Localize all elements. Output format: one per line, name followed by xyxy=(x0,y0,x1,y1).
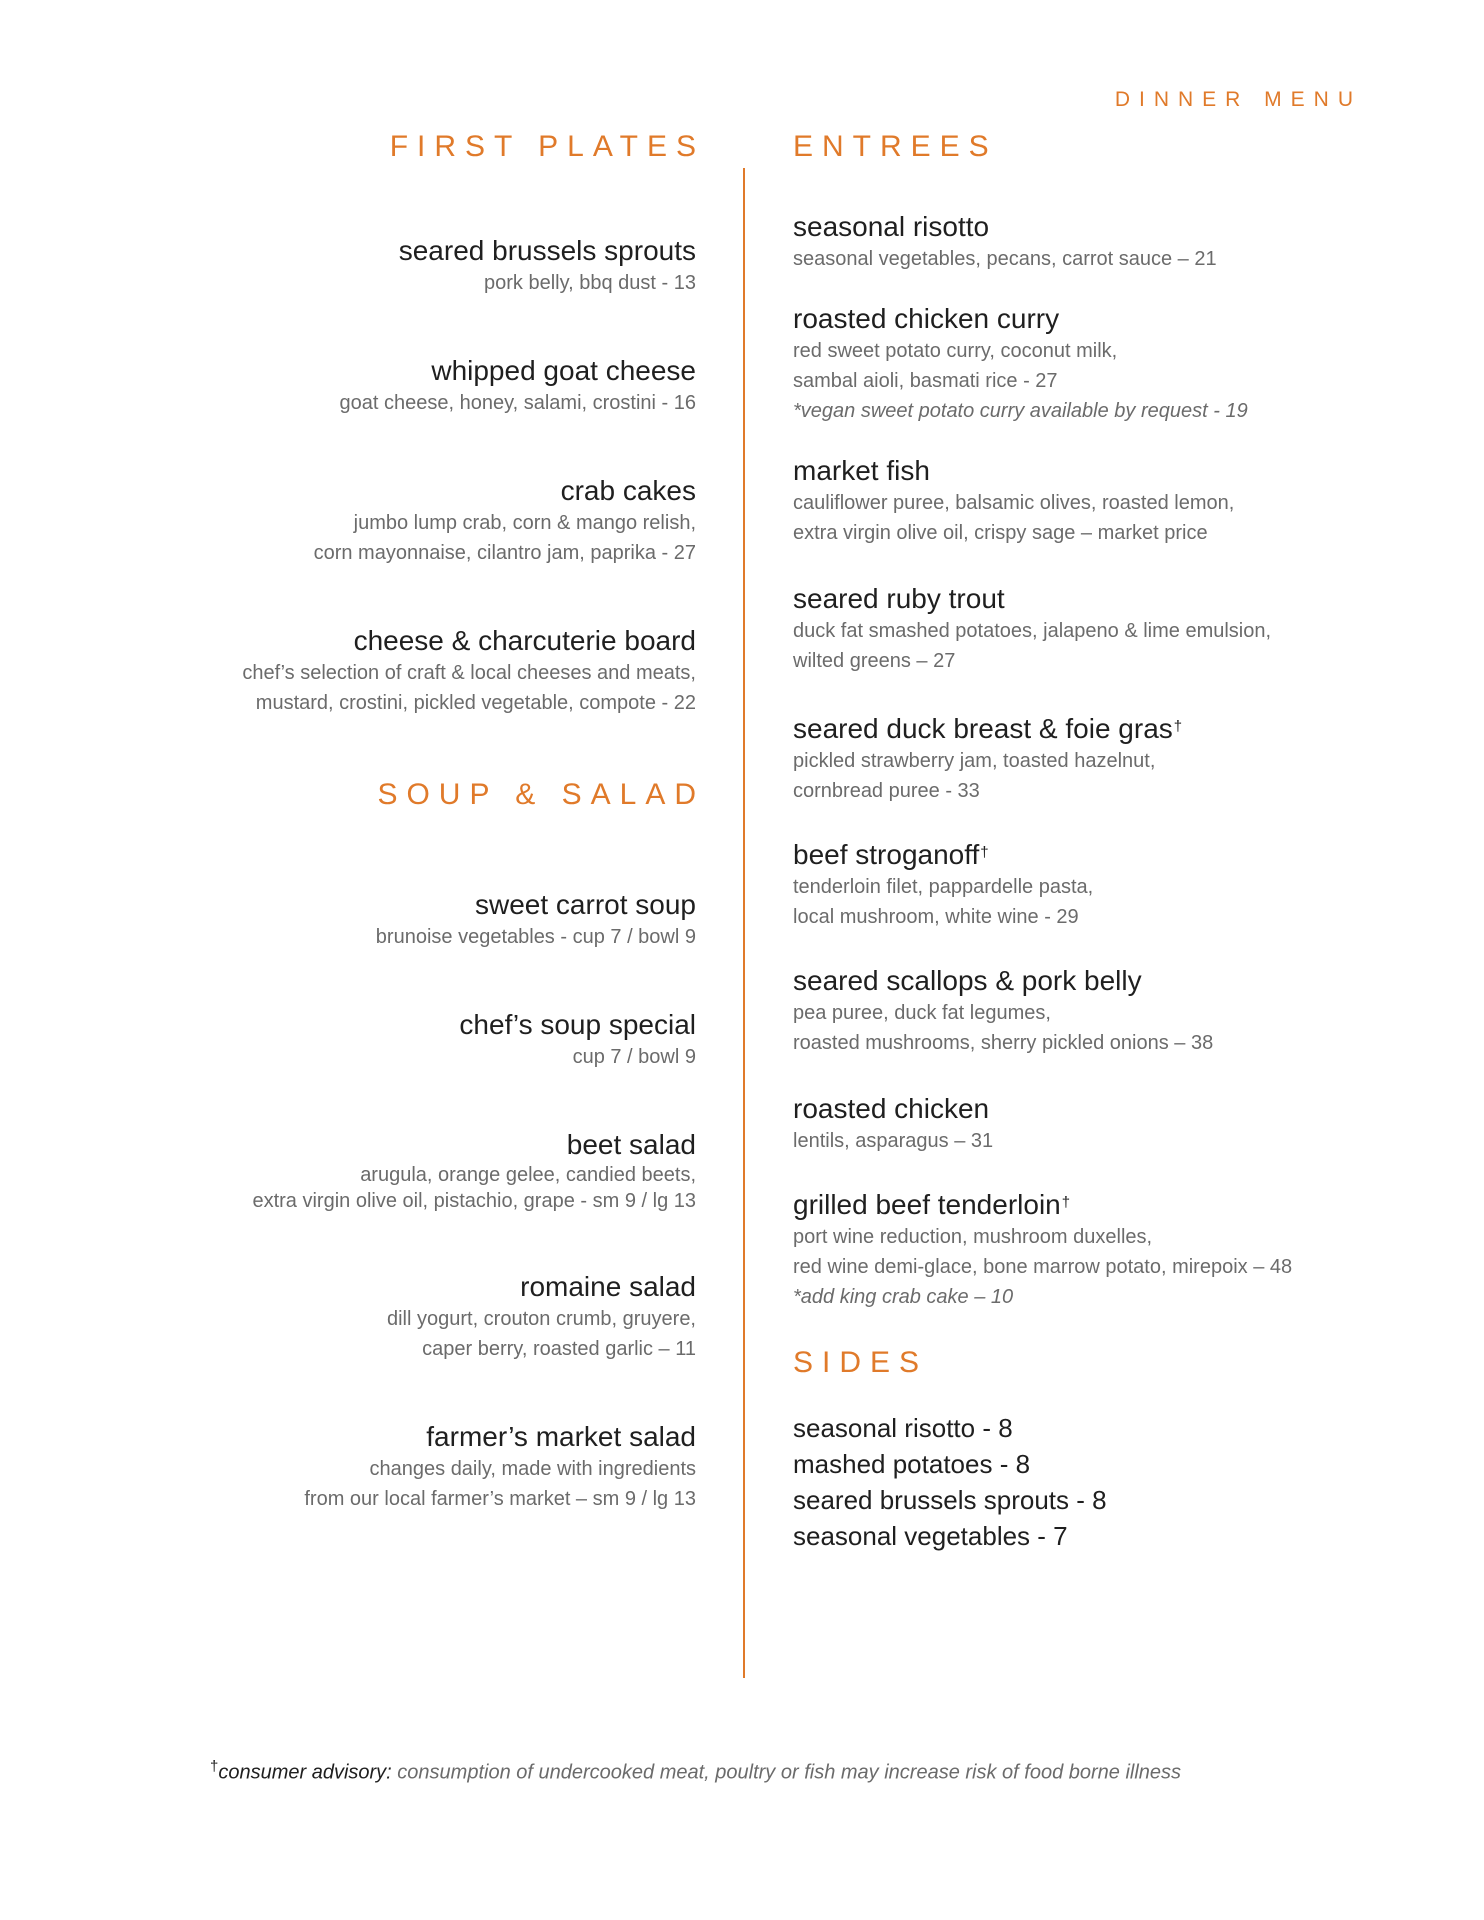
item-desc: roasted mushrooms, sherry pickled onions – 38 xyxy=(793,1032,1214,1054)
advisory-label: consumer advisory: xyxy=(218,1761,392,1784)
dagger-mark: † xyxy=(980,844,989,861)
item-name: seasonal risotto xyxy=(793,211,990,242)
left-column xyxy=(150,130,705,1514)
item-name-text: grilled beef tenderloin xyxy=(793,1189,1061,1220)
item-desc: seasonal vegetables, pecans, carrot sauce – 21 xyxy=(793,248,1217,270)
item-name xyxy=(793,838,1393,872)
menu-item xyxy=(150,888,696,952)
consumer-advisory xyxy=(210,1758,1181,1785)
menu-item xyxy=(150,624,696,718)
item-desc: duck fat smashed potatoes, jalapeno & lime emulsion, xyxy=(793,620,1272,642)
menu-item xyxy=(793,582,1393,676)
side-item: seared brussels sprouts - 8 xyxy=(793,1485,1107,1515)
item-desc: port wine reduction, mushroom duxelles, xyxy=(793,1226,1153,1248)
advisory-text: consumption of undercooked meat, poultry or fish may increase risk of food borne illness xyxy=(391,1761,1182,1784)
item-name: sweet carrot soup xyxy=(475,889,696,920)
item-name: beet salad xyxy=(566,1129,696,1160)
menu-item xyxy=(793,210,1393,274)
menu-item xyxy=(150,1420,696,1514)
item-name xyxy=(793,712,1393,746)
item-name: chef’s soup special xyxy=(459,1009,696,1040)
item-desc: extra virgin olive oil, pistachio, grape - sm 9 / lg 13 xyxy=(252,1190,696,1212)
item-name: cheese & charcuterie board xyxy=(353,625,696,656)
item-name xyxy=(793,1188,1393,1222)
item-desc: red sweet potato curry, coconut milk, xyxy=(793,340,1118,362)
item-name: seared scallops & pork belly xyxy=(793,965,1142,996)
dagger-mark: † xyxy=(1173,718,1183,735)
item-desc: local mushroom, white wine - 29 xyxy=(793,906,1079,928)
dagger-mark: † xyxy=(210,1758,219,1775)
item-desc: red wine demi-glace, bone marrow potato, mirepoix – 48 xyxy=(793,1256,1293,1278)
menu-item xyxy=(793,964,1393,1058)
side-item: seasonal risotto - 8 xyxy=(793,1413,1013,1443)
menu-item xyxy=(150,354,696,418)
item-name: crab cakes xyxy=(560,475,696,506)
item-desc: chef’s selection of craft & local cheeses and meats, xyxy=(242,662,696,684)
item-name: seared ruby trout xyxy=(793,583,1005,614)
item-name: whipped goat cheese xyxy=(431,355,696,386)
dagger-mark: † xyxy=(1061,1194,1071,1211)
menu-item xyxy=(793,712,1393,806)
menu-item xyxy=(150,1128,696,1214)
item-name: farmer’s market salad xyxy=(426,1421,696,1452)
item-desc: pickled strawberry jam, toasted hazelnut, xyxy=(793,750,1156,772)
item-desc: brunoise vegetables - cup 7 / bowl 9 xyxy=(375,926,696,948)
column-divider xyxy=(743,168,745,1678)
sides-list xyxy=(793,1410,1393,1554)
item-name-text: beef stroganoff xyxy=(793,839,980,870)
menu-item xyxy=(793,1188,1393,1312)
item-name: roasted chicken curry xyxy=(793,303,1060,334)
item-desc: goat cheese, honey, salami, crostini - 16 xyxy=(339,392,696,414)
item-desc: pea puree, duck fat legumes, xyxy=(793,1002,1051,1024)
item-desc: lentils, asparagus – 31 xyxy=(793,1130,994,1152)
section-title-sides: SIDES xyxy=(793,1346,929,1379)
item-desc: from our local farmer’s market – sm 9 / lg 13 xyxy=(304,1488,696,1510)
item-note: *vegan sweet potato curry available by request - 19 xyxy=(793,400,1248,422)
item-desc: cornbread puree - 33 xyxy=(793,780,980,802)
item-desc: cauliflower puree, balsamic olives, roasted lemon, xyxy=(793,492,1235,514)
item-desc: dill yogurt, crouton crumb, gruyere, xyxy=(386,1308,696,1330)
right-column xyxy=(793,130,1393,1554)
side-item: seasonal vegetables - 7 xyxy=(793,1521,1068,1551)
item-desc: arugula, orange gelee, candied beets, xyxy=(360,1164,696,1186)
side-item: mashed potatoes - 8 xyxy=(793,1449,1031,1479)
item-desc: wilted greens – 27 xyxy=(793,650,956,672)
section-title-first-plates: FIRST PLATES xyxy=(389,130,705,163)
menu-item xyxy=(793,838,1393,932)
menu-item xyxy=(150,234,696,298)
item-name: romaine salad xyxy=(520,1271,696,1302)
menu-title: DINNER MENU xyxy=(1114,88,1362,111)
item-name: roasted chicken xyxy=(793,1093,990,1124)
menu-item xyxy=(793,302,1393,426)
item-desc: sambal aioli, basmati rice - 27 xyxy=(793,370,1058,392)
item-desc: extra virgin olive oil, crispy sage – market price xyxy=(793,522,1208,544)
item-note: *add king crab cake – 10 xyxy=(793,1286,1014,1308)
menu-item xyxy=(150,1270,696,1364)
item-desc: changes daily, made with ingredients xyxy=(369,1458,696,1480)
menu-item xyxy=(150,474,696,568)
item-desc: tenderloin filet, pappardelle pasta, xyxy=(793,876,1094,898)
item-desc: pork belly, bbq dust - 13 xyxy=(484,272,696,294)
item-name-text: seared duck breast & foie gras xyxy=(793,713,1173,744)
item-desc: caper berry, roasted garlic – 11 xyxy=(422,1338,696,1360)
item-desc: mustard, crostini, pickled vegetable, compote - 22 xyxy=(255,692,696,714)
section-title-entrees: ENTREES xyxy=(793,130,998,163)
item-name: market fish xyxy=(793,455,930,486)
item-name: seared brussels sprouts xyxy=(398,235,696,266)
item-desc: jumbo lump crab, corn & mango relish, xyxy=(353,512,696,534)
menu-item xyxy=(793,1092,1393,1156)
item-desc: corn mayonnaise, cilantro jam, paprika - 27 xyxy=(313,542,696,564)
item-desc: cup 7 / bowl 9 xyxy=(572,1046,696,1068)
menu-item xyxy=(150,1008,696,1072)
menu-item xyxy=(793,454,1393,548)
section-title-soup-salad: SOUP & SALAD xyxy=(377,778,705,811)
